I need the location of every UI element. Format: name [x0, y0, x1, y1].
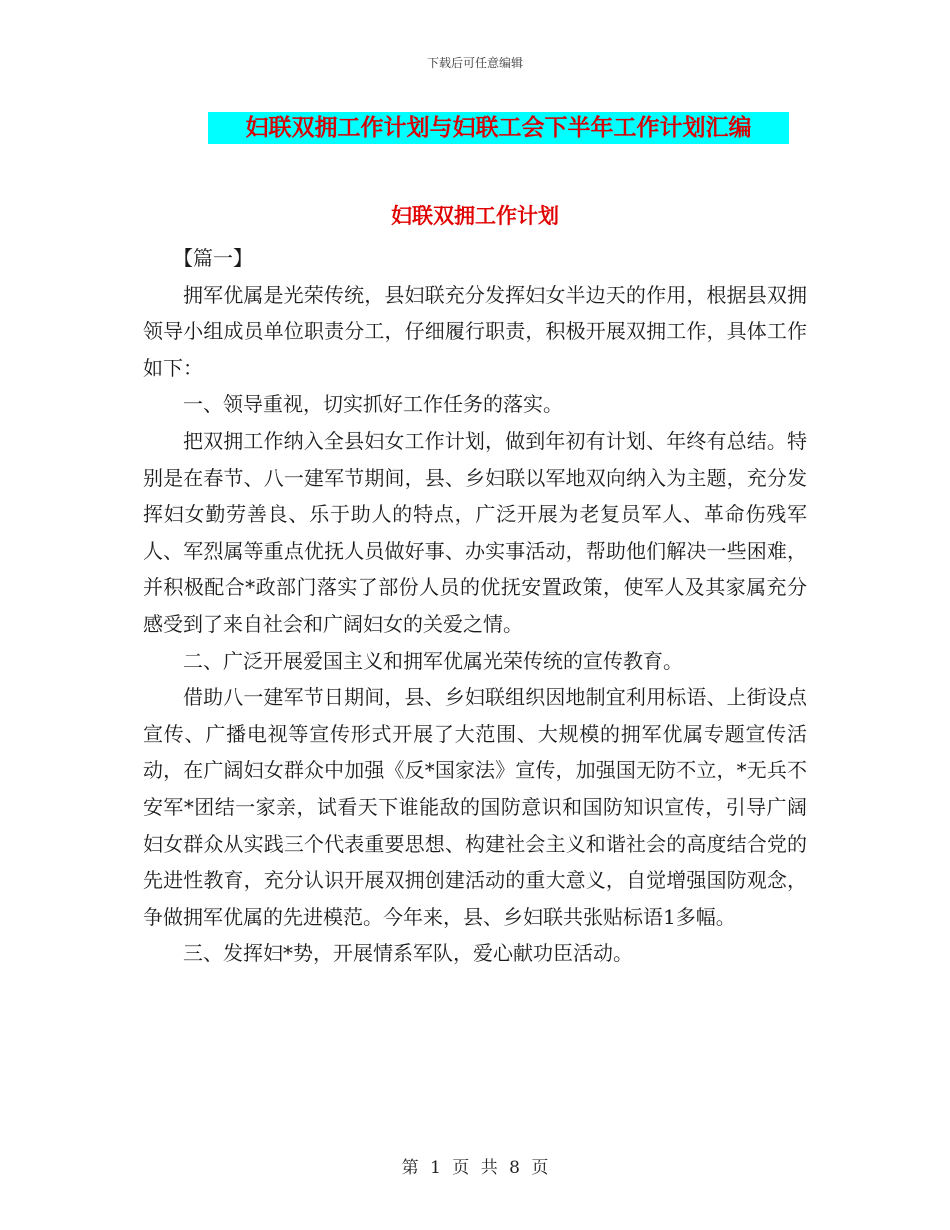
paragraph: 拥军优属是光荣传统，县妇联充分发挥妇女半边天的作用，根据县双拥领导小组成员单位职责分工，仔细履行职责，积极开展双拥工作，具体工作如下： — [143, 282, 807, 380]
paragraph: 把双拥工作纳入全县妇女工作计划，做到年初有计划、年终有总结。特别是在春节、八一建军节期间，县、乡妇联以军地双向纳入为主题，充分发挥妇女勤劳善良、乐于助人的特点，广泛开展为老复员军人、革命伤残军人、军烈属等重点优抚人员做好事、办实事活动，帮助他们解决一些困难，并积极配合*政部门落实了部份人员的优抚安置政策，使军人及其家属充分感受到了来自社会和广阔妇女的关爱之情。 — [143, 428, 807, 636]
section-title: 妇联双拥工作计划 — [391, 203, 559, 228]
paragraph: 借助八一建军节日期间，县、乡妇联组织因地制宜利用标语、上街设点宣传、广播电视等宣传形式开展了大范围、大规模的拥军优属专题宣传活动，在广阔妇女群众中加强《反*国家法》宣传，加强国无防不立，*无兵不安军*团结一家亲，试看天下谁能敌的国防意识和国防知识宣传，引导广阔妇女群众从实践三个代表重要思想、构建社会主义和谐社会的高度结合党的先进性教育，充分认识开展双拥创建活动的重大意义，自觉增强国防观念，争做拥军优属的先进模范。今年来，县、乡妇联共张贴标语1多幅。 — [143, 685, 807, 929]
document-title: 妇联双拥工作计划与妇联工会下半年工作计划汇编 — [208, 112, 789, 144]
part-label: 【篇一】 — [173, 246, 253, 270]
paragraph-heading: 二、广泛开展爱国主义和拥军优属光荣传统的宣传教育。 — [183, 648, 683, 673]
header-note: 下载后可任意编辑 — [426, 56, 523, 70]
document-body — [143, 240, 807, 972]
paragraph-heading: 三、发挥妇*势，开展情系军队，爱心献功臣活动。 — [183, 941, 633, 966]
paragraph-heading: 一、领导重视，切实抓好工作任务的落实。 — [183, 392, 563, 417]
page-indicator: 第 1 页 共 8 页 — [401, 1158, 549, 1178]
